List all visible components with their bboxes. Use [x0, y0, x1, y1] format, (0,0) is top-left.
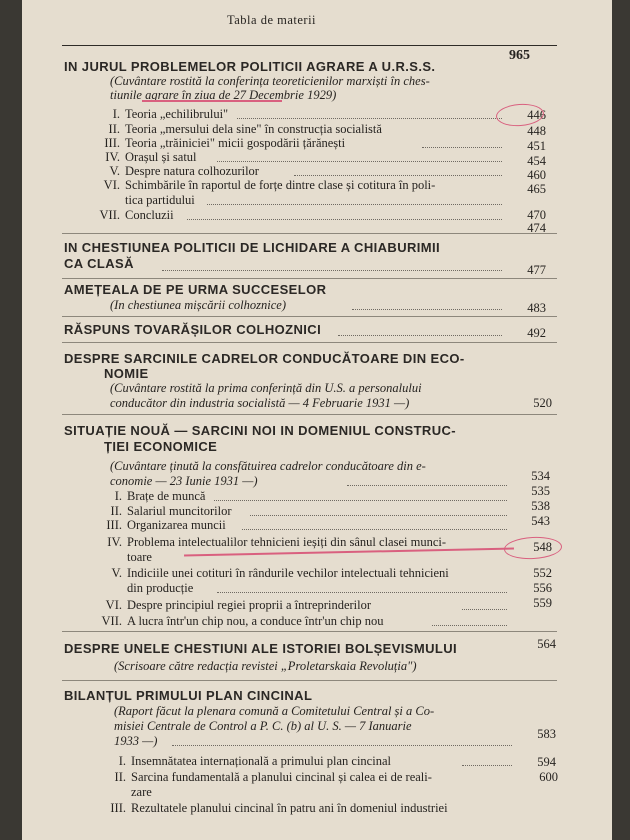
- leader-dots: [338, 335, 502, 336]
- item-page: 460: [527, 168, 546, 182]
- section-page: 534: [531, 469, 550, 483]
- leader-dots: [242, 529, 507, 530]
- header-rule: [62, 45, 557, 46]
- item-number: I.: [114, 489, 122, 503]
- section-divider: [62, 414, 557, 415]
- leader-dots: [422, 147, 502, 148]
- section-subtitle: (Cuvântare ținută la consfătuirea cadrelor conducătoare din e-: [110, 459, 426, 473]
- leader-dots: [347, 485, 507, 486]
- item-page: 543: [531, 514, 550, 528]
- item-text: din producție: [127, 581, 194, 595]
- item-number: VII.: [101, 614, 122, 628]
- item-number: VI.: [105, 598, 122, 612]
- section-title: ȚIEI ECONOMICE: [104, 439, 218, 454]
- item-page: 535: [531, 484, 550, 498]
- section-divider: [62, 316, 557, 317]
- leader-dots: [207, 204, 502, 205]
- item-text: Orașul și satul: [125, 150, 197, 164]
- item-number: IV.: [107, 535, 122, 549]
- item-text: Concluzii: [125, 208, 174, 222]
- leader-dots: [432, 625, 507, 626]
- item-number: II.: [110, 504, 122, 518]
- leader-dots: [237, 118, 502, 119]
- section-title: IN JURUL PROBLEMELOR POLITICII AGRARE A U.R.S.S.: [64, 59, 436, 74]
- item-number: III.: [104, 136, 120, 150]
- item-text: Rezultatele planului cincinal în patru ani în domeniul industriei: [131, 801, 448, 815]
- item-page: 594: [537, 755, 556, 769]
- item-page: 454: [527, 154, 546, 168]
- section-subtitle: tiunile agrare în ziua de 27 Decembrie 1929): [110, 88, 337, 102]
- item-text: Teoria „mersului dela sine" în construcția socialistă: [125, 122, 382, 136]
- item-number: II.: [108, 122, 120, 136]
- item-text: toare: [127, 550, 152, 564]
- item-page: 556: [533, 581, 552, 595]
- section-subtitle: (In chestiunea mișcării colhoznice): [110, 298, 286, 312]
- item-number: I.: [112, 107, 120, 121]
- leader-dots: [217, 592, 507, 593]
- running-head: Tabla de materii: [227, 13, 317, 27]
- item-number: V.: [109, 164, 120, 178]
- item-number: II.: [114, 770, 126, 784]
- section-subtitle: 1933 —): [114, 734, 158, 748]
- item-page: 600: [539, 770, 558, 784]
- page-number: 965: [509, 48, 530, 63]
- section-page: 583: [537, 727, 556, 741]
- section-page: 564: [537, 637, 556, 651]
- leader-dots: [217, 161, 502, 162]
- section-title: DESPRE UNELE CHESTIUNI ALE ISTORIEI BOLȘEVISMULUI: [64, 641, 458, 656]
- item-page: 538: [531, 499, 550, 513]
- item-text: Despre natura colhozurilor: [125, 164, 259, 178]
- item-number: I.: [118, 754, 126, 768]
- section-title: CA CLASĂ: [64, 256, 134, 271]
- section-divider: [62, 680, 557, 681]
- leader-dots: [187, 219, 502, 220]
- item-page: 448: [527, 124, 546, 138]
- item-text: zare: [131, 785, 152, 799]
- item-number: VII.: [99, 208, 120, 222]
- item-number: IV.: [105, 150, 120, 164]
- item-page: 451: [527, 139, 546, 153]
- item-number: VI.: [103, 178, 120, 192]
- section-title: AMEȚEALA DE PE URMA SUCCESELOR: [64, 282, 327, 297]
- item-number: V.: [111, 566, 122, 580]
- section-subtitle: (Raport făcut la plenara comună a Comitetului Central și a Co-: [114, 704, 435, 718]
- item-text: Salariul muncitorilor: [127, 504, 232, 518]
- leader-dots: [462, 765, 512, 766]
- leader-dots: [162, 270, 502, 271]
- section-subtitle: (Scrisoare către redacția revistei „Proletarskaia Revoluția"): [114, 659, 417, 673]
- section-page: 483: [527, 301, 546, 315]
- item-page: 559: [533, 596, 552, 610]
- section-title: IN CHESTIUNEA POLITICII DE LICHIDARE A CHIABURIMII: [64, 240, 441, 255]
- section-page: 520: [533, 396, 552, 410]
- leader-dots: [214, 500, 507, 501]
- section-divider: [62, 342, 557, 343]
- leader-dots: [250, 515, 507, 516]
- item-text: Indiciile unei cotituri în rândurile vechilor intelectuali tehnicieni: [127, 566, 449, 580]
- section-title: RĂSPUNS TOVARĂȘILOR COLHOZNICI: [64, 322, 322, 337]
- item-page: 548: [533, 540, 552, 554]
- section-title: SITUAȚIE NOUĂ — SARCINI NOI IN DOMENIUL CONSTRUC-: [64, 423, 457, 438]
- leader-dots: [172, 745, 512, 746]
- section-subtitle: (Cuvântare rostită la prima conferință din U.S. a personalului: [110, 381, 422, 395]
- section-page: 492: [527, 326, 546, 340]
- item-number: III.: [106, 518, 122, 532]
- section-title: DESPRE SARCINILE CADRELOR CONDUCĂTOARE DIN ECO-: [64, 351, 465, 366]
- item-text: Sarcina fundamentală a planului cincinal și calea ei de reali-: [131, 770, 432, 784]
- item-text: A lucra într'un chip nou, a conduce într'un chip nou: [127, 614, 384, 628]
- section-subtitle: conducător din industria socialistă — 4 Februarie 1931 —): [110, 396, 410, 410]
- item-text: Problema intelectualilor tehnicieni ieșiți din sânul clasei munci-: [127, 535, 447, 549]
- item-page: 465: [527, 182, 546, 196]
- section-title: NOMIE: [104, 366, 149, 381]
- item-text: tica partidului: [125, 193, 195, 207]
- item-text: Teoria „trăiniciei" micii gospodării țărănești: [125, 136, 346, 150]
- item-page: 470: [527, 208, 546, 222]
- item-text: Insemnătatea internațională a primului plan cincinal: [131, 754, 391, 768]
- item-text: Brațe de muncă: [127, 489, 206, 503]
- item-number: III.: [110, 801, 126, 815]
- item-page: 474: [527, 221, 546, 235]
- leader-dots: [352, 309, 502, 310]
- leader-dots: [294, 175, 502, 176]
- item-page: 446: [527, 108, 546, 122]
- pen-underline: [142, 100, 282, 102]
- leader-dots: [462, 609, 507, 610]
- section-divider: [62, 278, 557, 279]
- item-text: Schimbările în raportul de forțe dintre clase și cotitura în poli-: [125, 178, 436, 192]
- section-subtitle: (Cuvântare rostită la conferința teoreticienilor marxiști în ches-: [110, 74, 430, 88]
- section-subtitle: misiei Centrale de Control a P. C. (b) al U. S. — 7 Ianuarie: [114, 719, 412, 733]
- item-text: Teoria „echilibrului": [125, 107, 229, 121]
- section-page: 477: [527, 263, 546, 277]
- section-divider: [62, 631, 557, 632]
- section-title: BILANȚUL PRIMULUI PLAN CINCINAL: [64, 688, 313, 703]
- item-page: 552: [533, 566, 552, 580]
- item-text: Organizarea muncii: [127, 518, 226, 532]
- section-subtitle: conomie — 23 Iunie 1931 —): [110, 474, 258, 488]
- item-text: Despre principiul regiei proprii a întreprinderilor: [127, 598, 372, 612]
- book-page: [22, 0, 612, 840]
- section-divider: [62, 233, 557, 234]
